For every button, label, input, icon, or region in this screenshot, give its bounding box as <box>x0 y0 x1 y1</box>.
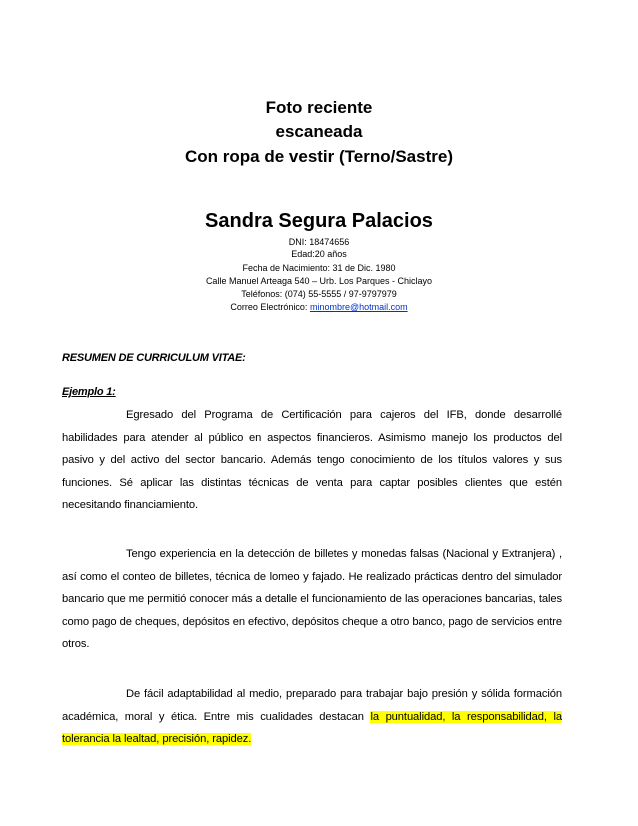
phones-line: Teléfonos: (074) 55-5555 / 97-9797979 <box>241 289 397 299</box>
paragraph-2: Tengo experiencia en la detección de billetes y monedas falsas (Nacional y Extranjera) , así como el conteo de billetes, técnica de lomeo y fajado. He realizado prácticas dentro del simulador bancario que me permitió conocer más a detalle el funcionamiento de las operaciones bancarias, tales como pago de cheques, depósitos en efectivo, depósitos cheque a otro banco, pago de servicios entre otros. <box>62 548 562 650</box>
paragraph-3-text: De fácil adaptabilidad al medio, preparado para trabajar bajo presión y sólida formación académica, moral y ética. Entre mis cualidades destacan <box>62 688 562 723</box>
address-line: Calle Manuel Arteaga 540 – Urb. Los Parques - Chiclayo <box>205 276 433 286</box>
photo-note-line-2: escaneada <box>275 122 363 141</box>
example-title: Ejemplo 1: <box>62 386 116 398</box>
section-title: RESUMEN DE CURRICULUM VITAE: <box>62 352 246 364</box>
paragraph-1: Egresado del Programa de Certificación para cajeros del IFB, donde desarrollé habilidades para atender al público en aspectos financieros. Asimismo manejo los productos del pasivo y del activo del sector bancario. Además tengo conocimiento de los títulos valores y sus funciones. Sé aplicar las distintas técnicas de venta para captar posibles clientes que estén necesitando financiamiento. <box>62 409 562 511</box>
dni-line: DNI: 18474656 <box>288 237 350 247</box>
highlighted-qualities: la puntualidad, la responsabilidad, la tolerancia la lealtad, precisión, rapidez. <box>62 710 562 745</box>
photo-note-line-1: Foto reciente <box>265 98 373 117</box>
birth-date-line: Fecha de Nacimiento: 31 de Dic. 1980 <box>242 263 396 273</box>
email-line <box>0 301 638 313</box>
email-label: Correo Electrónico: <box>230 302 310 312</box>
email-link[interactable]: minombre@hotmail.com <box>309 302 408 312</box>
photo-note-line-3: Con ropa de vestir (Terno/Sastre) <box>185 147 453 166</box>
paragraph-3 <box>62 683 562 751</box>
age-line: Edad:20 años <box>291 249 347 259</box>
person-name: Sandra Segura Palacios <box>205 210 433 232</box>
